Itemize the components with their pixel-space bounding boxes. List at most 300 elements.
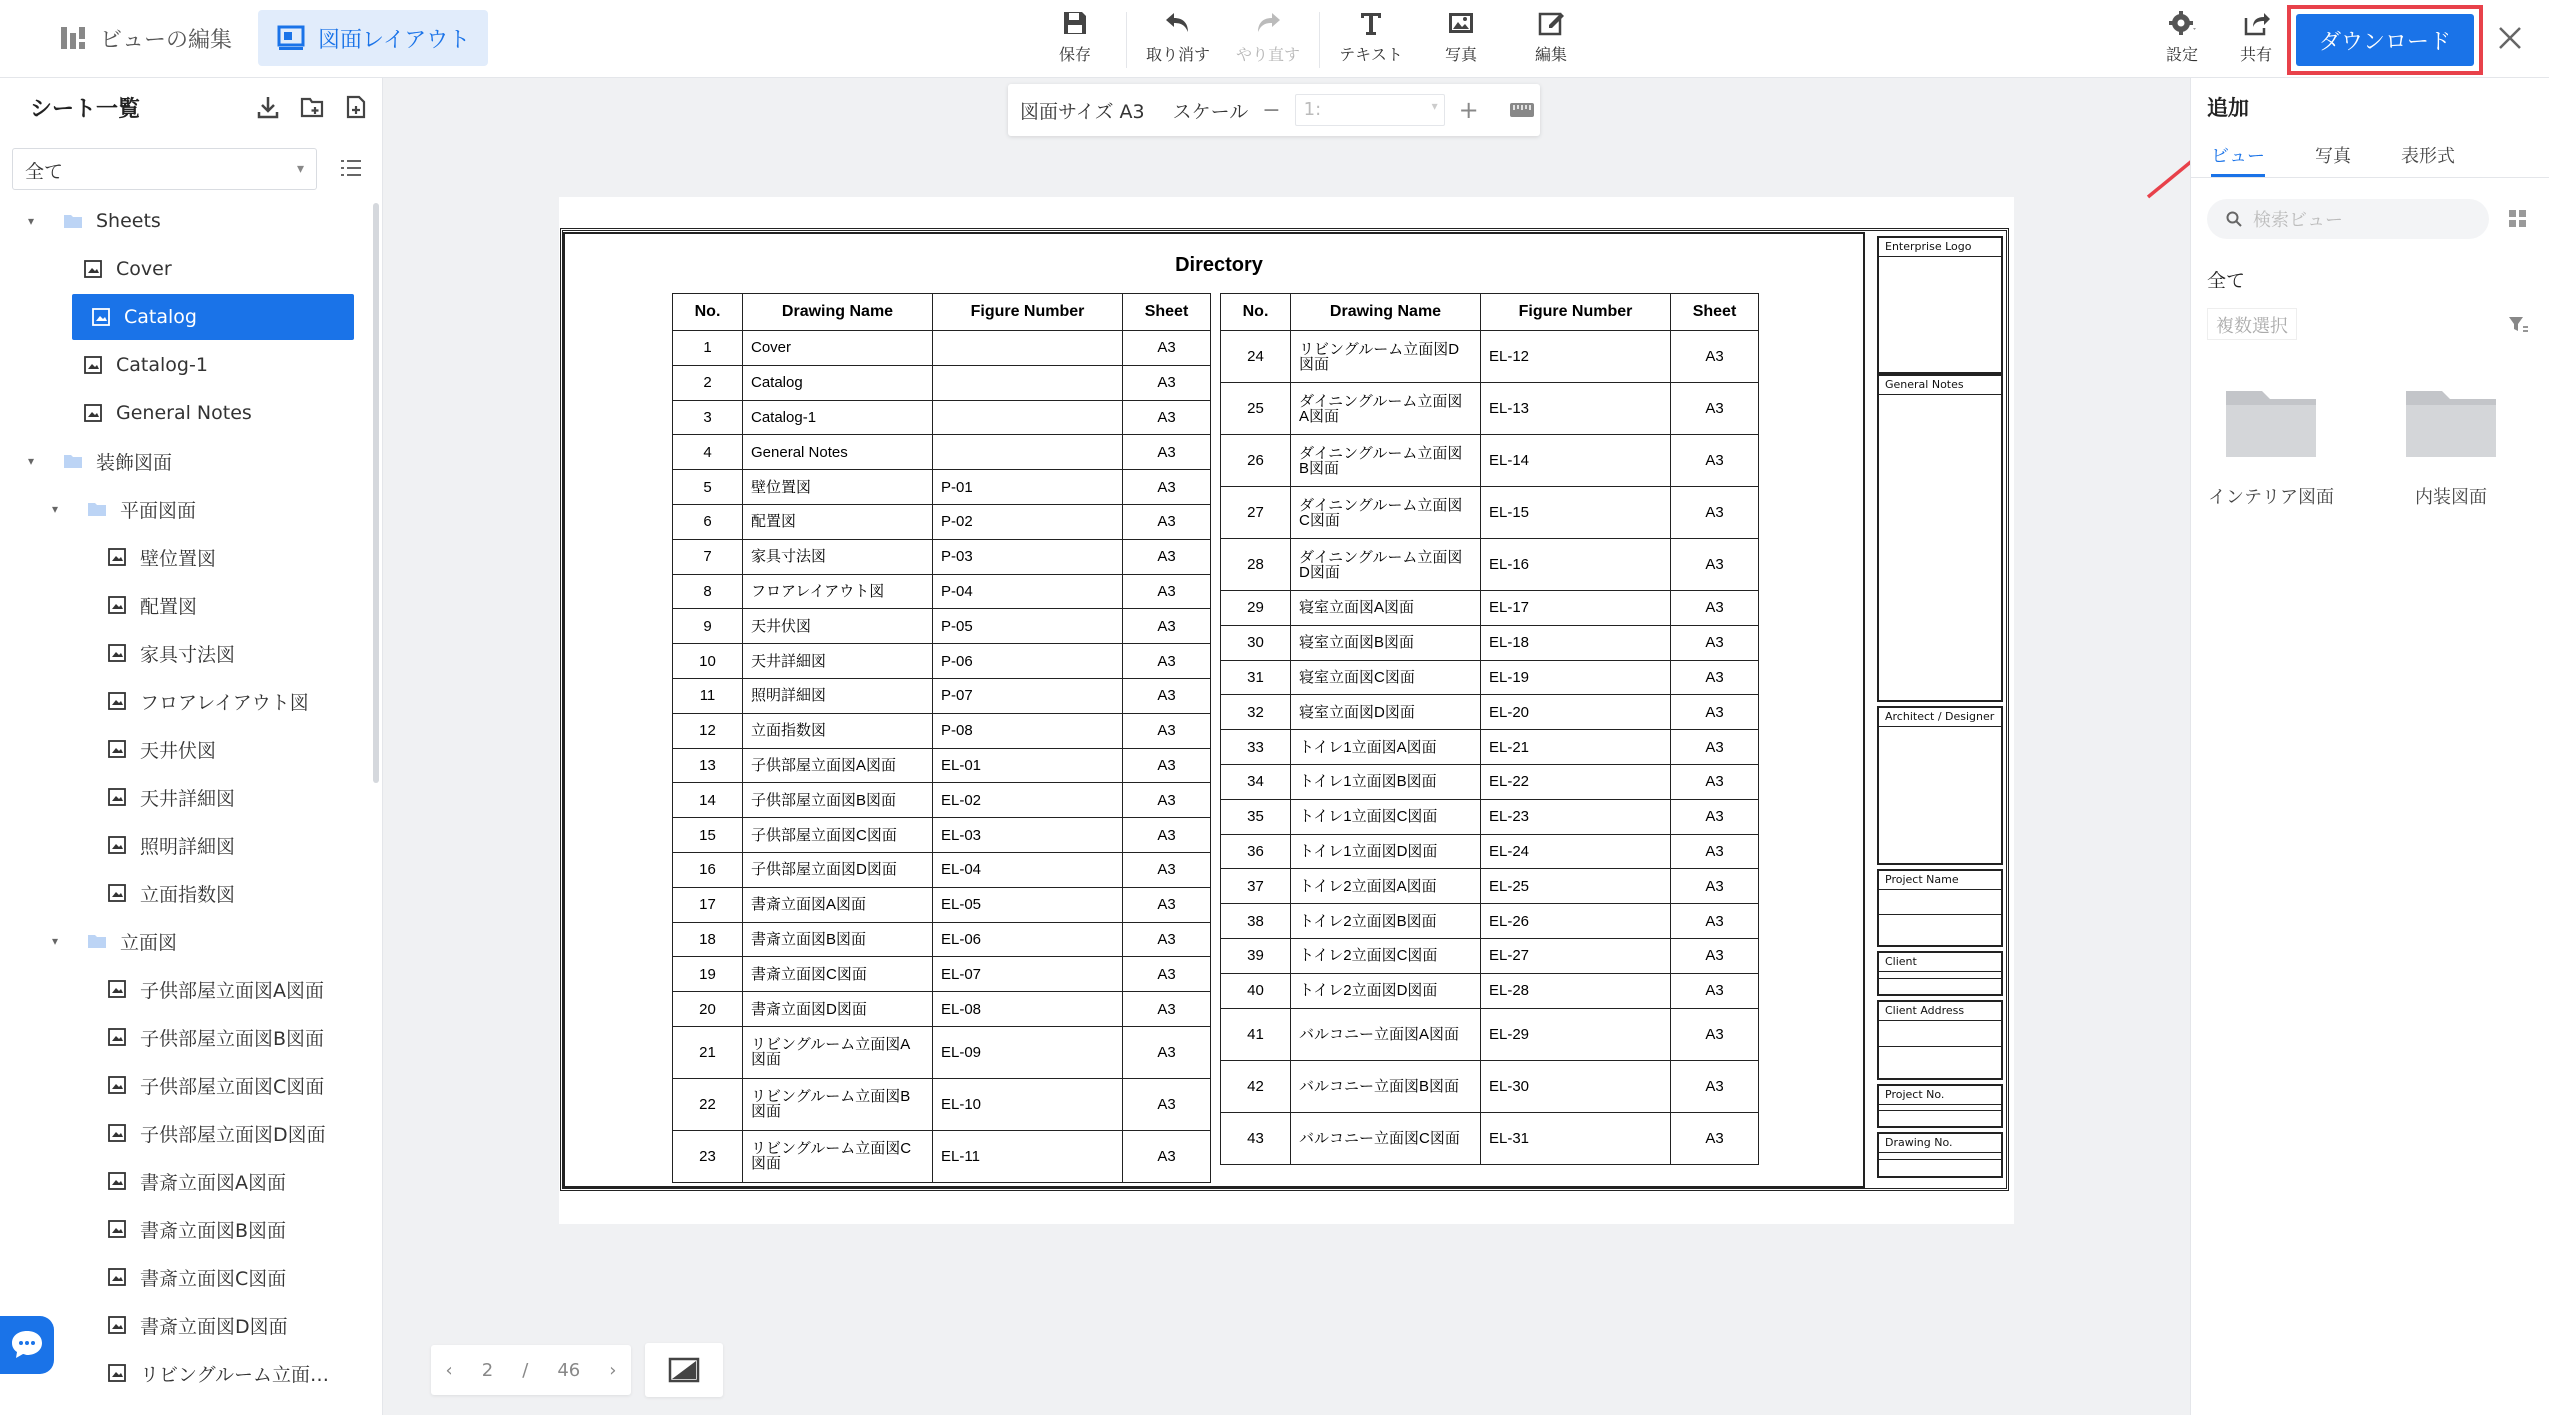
folder-icon (86, 930, 108, 952)
table-row (673, 609, 1211, 644)
cell-sheet: A3 (1671, 938, 1759, 973)
cell-drawing-name: リビングルーム立面図D図面 (1291, 331, 1481, 383)
cell-drawing-name: 子供部屋立面図D図面 (743, 852, 933, 887)
cell-no: 22 (673, 1078, 743, 1130)
undo-button[interactable] (1133, 8, 1223, 65)
cell-figure-number: P-08 (933, 713, 1123, 748)
table-row (673, 365, 1211, 400)
cell-figure-number: P-05 (933, 609, 1123, 644)
tree-item-label: Catalog-1 (116, 354, 208, 376)
title-block-rule (1879, 256, 2001, 257)
tree-item-label: 書斎立面図B図面 (140, 1219, 287, 1242)
cell-drawing-name: トイレ2立面図D図面 (1291, 973, 1481, 1008)
table-row (673, 331, 1211, 366)
close-icon[interactable] (2490, 18, 2530, 58)
tree-sheet-item[interactable] (106, 678, 309, 724)
tree-sheet-item[interactable] (106, 630, 235, 676)
tree-sheet-item[interactable] (106, 726, 216, 772)
title-block-rule (1879, 889, 2001, 890)
ruler-icon[interactable] (1509, 99, 1535, 121)
folder-card-finish[interactable] (2381, 383, 2521, 509)
cell-figure-number: EL-17 (1481, 591, 1671, 626)
tree-item-label: 子供部屋立面図A図面 (140, 979, 324, 1002)
sheet-icon (106, 1026, 128, 1048)
cell-no: 41 (1221, 1008, 1291, 1060)
tree-item-label: 天井詳細図 (140, 787, 236, 810)
tree-item-label: 平面図面 (120, 499, 197, 522)
filter-icon[interactable] (2507, 314, 2529, 336)
add-panel-title: 追加 (2207, 96, 2249, 120)
sheet-icon (82, 402, 104, 424)
cell-drawing-name: 立面指数図 (743, 713, 933, 748)
multi-select-button[interactable]: 複数選択 (2207, 308, 2297, 340)
cell-figure-number: EL-05 (933, 887, 1123, 922)
cell-figure-number: EL-24 (1481, 834, 1671, 869)
cell-drawing-name: トイレ1立面図C図面 (1291, 799, 1481, 834)
save-icon (1060, 8, 1090, 38)
cell-drawing-name: ダイニングルーム立面図A図面 (1291, 383, 1481, 435)
cell-sheet: A3 (1671, 869, 1759, 904)
cell-figure-number: P-07 (933, 678, 1123, 713)
cell-drawing-name: トイレ1立面図A図面 (1291, 730, 1481, 765)
sheet-list-sidebar (0, 78, 383, 1415)
scale-plus-button[interactable]: + (1458, 96, 1479, 124)
next-page-button[interactable]: › (609, 1359, 617, 1381)
caret-down-icon[interactable]: ▾ (28, 454, 35, 468)
directory-table-right[interactable] (1220, 293, 1759, 1165)
toolbar-divider (1319, 12, 1320, 68)
sheet-icon (106, 1362, 128, 1384)
cell-no: 3 (673, 400, 743, 435)
caret-down-icon[interactable]: ▾ (52, 934, 59, 948)
view-search-placeholder: 検索ビュー (2253, 210, 2343, 231)
cell-figure-number: EL-20 (1481, 695, 1671, 730)
table-row (1221, 1060, 1759, 1112)
cell-sheet: A3 (1671, 695, 1759, 730)
cell-drawing-name: 子供部屋立面図B図面 (743, 783, 933, 818)
tree-sheet-item[interactable] (106, 582, 197, 628)
cell-no: 16 (673, 852, 743, 887)
cell-figure-number: EL-26 (1481, 904, 1671, 939)
table-row (673, 678, 1211, 713)
title-block-label: Project Name (1885, 873, 1959, 886)
cell-sheet: A3 (1123, 609, 1211, 644)
tab-edit-view-label: ビューの編集 (100, 27, 233, 53)
cell-figure-number: EL-03 (933, 818, 1123, 853)
cell-drawing-name: General Notes (743, 435, 933, 470)
table-row (673, 957, 1211, 992)
cell-figure-number: EL-16 (1481, 539, 1671, 591)
table-row (673, 992, 1211, 1027)
cell-sheet: A3 (1671, 487, 1759, 539)
table-row (1221, 869, 1759, 904)
table-row (673, 852, 1211, 887)
tree-item-label: 書斎立面図A図面 (140, 1171, 286, 1194)
cell-no: 39 (1221, 938, 1291, 973)
cell-sheet: A3 (1671, 904, 1759, 939)
cell-figure-number: P-03 (933, 539, 1123, 574)
title-block-rule (1879, 1104, 2001, 1105)
list-view-icon[interactable] (338, 156, 364, 182)
thumbnail-toggle-button[interactable] (645, 1343, 723, 1397)
title-block-field (1877, 869, 2003, 947)
tree-sheet-item[interactable] (106, 822, 235, 868)
title-block-rule (1879, 1152, 2001, 1153)
tree-item-label: 書斎立面図C図面 (140, 1267, 287, 1290)
cell-sheet: A3 (1123, 957, 1211, 992)
cell-figure-number: P-04 (933, 574, 1123, 609)
tree-sheet-item[interactable] (106, 534, 216, 580)
tree-folder[interactable] (52, 918, 177, 964)
cell-drawing-name: 書斎立面図C図面 (743, 957, 933, 992)
cell-no: 1 (673, 331, 743, 366)
title-block-label: Client Address (1885, 1004, 1965, 1017)
table-row (673, 644, 1211, 679)
tree-folder[interactable] (28, 198, 161, 244)
add-panel-tabs (2191, 132, 2549, 178)
cell-no: 23 (673, 1130, 743, 1182)
cell-figure-number: EL-21 (1481, 730, 1671, 765)
tree-sheet-item[interactable] (106, 966, 324, 1012)
cell-figure-number: EL-31 (1481, 1112, 1671, 1164)
sheet-icon (82, 354, 104, 376)
cell-drawing-name: リビングルーム立面図C図面 (743, 1130, 933, 1182)
title-block-rule (1879, 971, 2001, 972)
cell-no: 10 (673, 644, 743, 679)
tree-sheet-item[interactable] (106, 1206, 286, 1252)
table-row (1221, 973, 1759, 1008)
table-row (673, 1026, 1211, 1078)
tree-sheet-item[interactable] (106, 1350, 329, 1396)
add-folder-icon[interactable] (299, 94, 325, 120)
table-row (673, 470, 1211, 505)
table-row (1221, 435, 1759, 487)
save-button[interactable] (1030, 8, 1120, 65)
cell-no: 19 (673, 957, 743, 992)
tree-sheet-item[interactable] (82, 390, 252, 436)
col-header-sheet: Sheet (1671, 294, 1759, 331)
download-button[interactable]: ダウンロード (2296, 14, 2474, 66)
cell-drawing-name: ダイニングルーム立面図B図面 (1291, 435, 1481, 487)
cell-drawing-name: 天井詳細図 (743, 644, 933, 679)
cell-figure-number: EL-12 (1481, 331, 1671, 383)
cell-drawing-name: リビングルーム立面図B図面 (743, 1078, 933, 1130)
tab-photo[interactable]: 写真 (2315, 146, 2351, 167)
tree-sheet-item[interactable] (82, 342, 208, 388)
thumbnail-icon (668, 1357, 700, 1383)
cell-sheet: A3 (1123, 574, 1211, 609)
cell-no: 17 (673, 887, 743, 922)
cell-no: 11 (673, 678, 743, 713)
table-row (673, 922, 1211, 957)
tree-item-label: 配置図 (140, 595, 198, 618)
edit-button[interactable] (1506, 8, 1596, 65)
cell-figure-number: EL-19 (1481, 660, 1671, 695)
cell-drawing-name: 寝室立面図B図面 (1291, 625, 1481, 660)
table-row (1221, 487, 1759, 539)
cell-sheet: A3 (1671, 591, 1759, 626)
sheet-icon (106, 1122, 128, 1144)
tab-layout-label: 図面レイアウト (318, 27, 471, 53)
title-block-label: Project No. (1885, 1088, 1945, 1101)
cell-no: 5 (673, 470, 743, 505)
table-row (1221, 938, 1759, 973)
table-header-row (673, 294, 1211, 331)
cell-sheet: A3 (1123, 644, 1211, 679)
cell-drawing-name: 書斎立面図D図面 (743, 992, 933, 1027)
sheet-icon (106, 834, 128, 856)
folder-card-interior[interactable] (2201, 383, 2341, 509)
cell-drawing-name: 書斎立面図B図面 (743, 922, 933, 957)
tab-layout[interactable] (258, 10, 488, 66)
paper-size-label[interactable]: 図面サイズ A3 (1020, 100, 1145, 123)
tree-item-label: 照明詳細図 (140, 835, 236, 858)
settings-button[interactable] (2155, 8, 2209, 65)
prev-page-button[interactable]: ‹ (445, 1359, 453, 1381)
tree-folder[interactable] (28, 438, 172, 484)
sheet-filter-value: 全て (25, 161, 64, 183)
cell-sheet: A3 (1123, 748, 1211, 783)
cell-figure-number: EL-29 (1481, 1008, 1671, 1060)
sheet-icon (106, 1314, 128, 1336)
sidebar-title: シート一覧 (30, 97, 141, 122)
top-toolbar (0, 0, 2549, 78)
caret-down-icon[interactable]: ▾ (52, 502, 59, 516)
cell-sheet: A3 (1123, 435, 1211, 470)
paper-size-bar (1008, 84, 1540, 136)
grid-view-icon[interactable] (2507, 208, 2529, 230)
chat-icon (9, 1328, 45, 1362)
cell-no: 8 (673, 574, 743, 609)
photo-button[interactable] (1416, 8, 1506, 65)
text-icon (1356, 8, 1386, 38)
col-header-figure-number: Figure Number (933, 294, 1123, 331)
cell-figure-number: EL-22 (1481, 764, 1671, 799)
cell-drawing-name: Cover (743, 331, 933, 366)
col-header-drawing-name: Drawing Name (1291, 294, 1481, 331)
table-row (1221, 383, 1759, 435)
col-header-sheet: Sheet (1123, 294, 1211, 331)
sheet-icon (106, 1170, 128, 1192)
photo-label: 写真 (1444, 45, 1477, 64)
col-header-figure-number: Figure Number (1481, 294, 1671, 331)
table-row (673, 818, 1211, 853)
cell-no: 20 (673, 992, 743, 1027)
cell-drawing-name: バルコニー立面図A図面 (1291, 1008, 1481, 1060)
search-icon (2225, 210, 2243, 228)
directory-title: Directory (1175, 254, 1263, 276)
chevron-down-icon: ▾ (1431, 99, 1438, 113)
sheet-icon (106, 546, 128, 568)
text-label: テキスト (1339, 45, 1403, 64)
cell-no: 12 (673, 713, 743, 748)
share-button[interactable] (2229, 8, 2283, 65)
cell-sheet: A3 (1123, 992, 1211, 1027)
redo-button[interactable] (1223, 8, 1313, 65)
tree-item-label: 立面図 (120, 931, 178, 954)
cell-figure-number (933, 435, 1123, 470)
toolbar-divider (1126, 12, 1127, 68)
sheet-icon (82, 258, 104, 280)
title-block-rule (1879, 978, 2001, 979)
chevron-down-icon: ▾ (296, 161, 304, 177)
cell-drawing-name: 配置図 (743, 504, 933, 539)
view-search-input[interactable] (2207, 199, 2489, 239)
table-row (1221, 695, 1759, 730)
cell-drawing-name: 天井伏図 (743, 609, 933, 644)
col-header-no: No. (1221, 294, 1291, 331)
cell-no: 9 (673, 609, 743, 644)
scale-label: スケール (1172, 100, 1249, 123)
sheet-icon (106, 1218, 128, 1240)
edit-icon (1536, 8, 1566, 38)
settings-label: 設定 (2165, 45, 2198, 64)
cell-drawing-name: トイレ1立面図D図面 (1291, 834, 1481, 869)
undo-icon (1163, 8, 1193, 38)
table-row (1221, 764, 1759, 799)
tree-sheet-item[interactable] (106, 1014, 324, 1060)
cell-figure-number: EL-25 (1481, 869, 1671, 904)
tree-item-label: 壁位置図 (140, 547, 217, 570)
cell-drawing-name: トイレ2立面図C図面 (1291, 938, 1481, 973)
sheet-filter-select[interactable] (12, 148, 317, 190)
tree-sheet-item[interactable] (106, 1062, 324, 1108)
tree-item-label: Sheets (96, 210, 161, 232)
sheet-icon (106, 738, 128, 760)
cell-drawing-name: 照明詳細図 (743, 678, 933, 713)
cell-sheet: A3 (1671, 730, 1759, 765)
cell-drawing-name: トイレ1立面図B図面 (1291, 764, 1481, 799)
chat-button[interactable] (0, 1316, 54, 1374)
tab-table[interactable]: 表形式 (2401, 146, 2455, 167)
sheet-icon (106, 690, 128, 712)
title-block-rule (1879, 394, 2001, 395)
cell-no: 40 (1221, 973, 1291, 1008)
table-row (673, 1078, 1211, 1130)
cell-sheet: A3 (1123, 365, 1211, 400)
cell-sheet: A3 (1123, 1078, 1211, 1130)
sheet-icon (106, 642, 128, 664)
sheet-icon (90, 306, 112, 328)
table-row (673, 574, 1211, 609)
scale-minus-button[interactable]: − (1262, 97, 1281, 123)
cell-sheet: A3 (1671, 383, 1759, 435)
cell-figure-number: EL-27 (1481, 938, 1671, 973)
table-row (673, 1130, 1211, 1182)
tab-edit-view[interactable] (40, 10, 250, 66)
folder-icon (86, 498, 108, 520)
cell-figure-number: EL-02 (933, 783, 1123, 818)
cell-no: 36 (1221, 834, 1291, 869)
sidebar-scrollbar[interactable] (373, 203, 379, 783)
tab-view[interactable]: ビュー (2211, 132, 2265, 177)
cell-sheet: A3 (1123, 818, 1211, 853)
sheet-icon (106, 1266, 128, 1288)
tree-folder[interactable] (52, 486, 196, 532)
folder-icon (62, 210, 84, 232)
cell-drawing-name: 壁位置図 (743, 470, 933, 505)
title-block-label: Enterprise Logo (1885, 240, 1972, 253)
folder-icon (2221, 383, 2321, 463)
cell-drawing-name: リビングルーム立面図A図面 (743, 1026, 933, 1078)
cell-sheet: A3 (1123, 713, 1211, 748)
cell-no: 32 (1221, 695, 1291, 730)
cell-no: 6 (673, 504, 743, 539)
tree-sheet-item[interactable] (106, 870, 235, 916)
undo-label: 取り消す (1145, 45, 1210, 64)
sidebar-actions (255, 94, 369, 120)
scale-input[interactable] (1295, 94, 1445, 126)
title-block-field (1877, 951, 2003, 996)
cell-figure-number: EL-14 (1481, 435, 1671, 487)
title-block-field (1877, 236, 2003, 374)
tree-sheet-item[interactable] (72, 294, 354, 340)
tree-item-label: 子供部屋立面図B図面 (140, 1027, 325, 1050)
cell-figure-number (933, 365, 1123, 400)
tree-sheet-item[interactable] (106, 1110, 326, 1156)
caret-down-icon[interactable]: ▾ (28, 214, 35, 228)
cell-drawing-name: 寝室立面図A図面 (1291, 591, 1481, 626)
cell-figure-number: EL-13 (1481, 383, 1671, 435)
current-page[interactable]: 2 (481, 1359, 494, 1381)
cell-sheet: A3 (1123, 1130, 1211, 1182)
tree-item-label: 子供部屋立面図C図面 (140, 1075, 325, 1098)
cell-drawing-name: Catalog-1 (743, 400, 933, 435)
cell-sheet: A3 (1123, 783, 1211, 818)
tree-sheet-item[interactable] (106, 774, 235, 820)
import-icon[interactable] (255, 94, 281, 120)
tree-sheet-item[interactable] (82, 246, 172, 292)
directory-table-left[interactable] (672, 293, 1211, 1183)
tree-sheet-item[interactable] (106, 1254, 286, 1300)
table-row (1221, 1008, 1759, 1060)
cell-figure-number: EL-01 (933, 748, 1123, 783)
tree-sheet-item[interactable] (106, 1302, 288, 1348)
cell-sheet: A3 (1671, 834, 1759, 869)
all-category-label[interactable]: 全て (2207, 270, 2246, 292)
tree-item-label: Catalog (124, 306, 197, 328)
title-block-field (1877, 374, 2003, 702)
cell-sheet: A3 (1671, 764, 1759, 799)
gear-icon (2167, 8, 2197, 38)
title-block-label: Drawing No. (1885, 1136, 1953, 1149)
cell-sheet: A3 (1671, 331, 1759, 383)
page-separator: / (522, 1359, 529, 1381)
cell-drawing-name: 寝室立面図C図面 (1291, 660, 1481, 695)
cell-sheet: A3 (1671, 1008, 1759, 1060)
tree-item-label: リビングルーム立面… (140, 1363, 330, 1386)
cell-sheet: A3 (1123, 400, 1211, 435)
table-row (673, 539, 1211, 574)
cell-no: 37 (1221, 869, 1291, 904)
redo-icon (1253, 8, 1283, 38)
cell-figure-number: P-01 (933, 470, 1123, 505)
scale-input-value: 1: (1303, 99, 1322, 120)
tree-sheet-item[interactable] (106, 1158, 286, 1204)
redo-label: やり直す (1235, 45, 1300, 64)
add-sheet-icon[interactable] (343, 94, 369, 120)
cell-no: 13 (673, 748, 743, 783)
cell-no: 24 (1221, 331, 1291, 383)
cell-sheet: A3 (1123, 331, 1211, 366)
sheet-icon (106, 978, 128, 1000)
cell-sheet: A3 (1123, 470, 1211, 505)
sheet-icon (106, 1074, 128, 1096)
cell-drawing-name: 家具寸法図 (743, 539, 933, 574)
sheet-icon (106, 882, 128, 904)
cell-figure-number (933, 400, 1123, 435)
text-button[interactable] (1326, 8, 1416, 65)
